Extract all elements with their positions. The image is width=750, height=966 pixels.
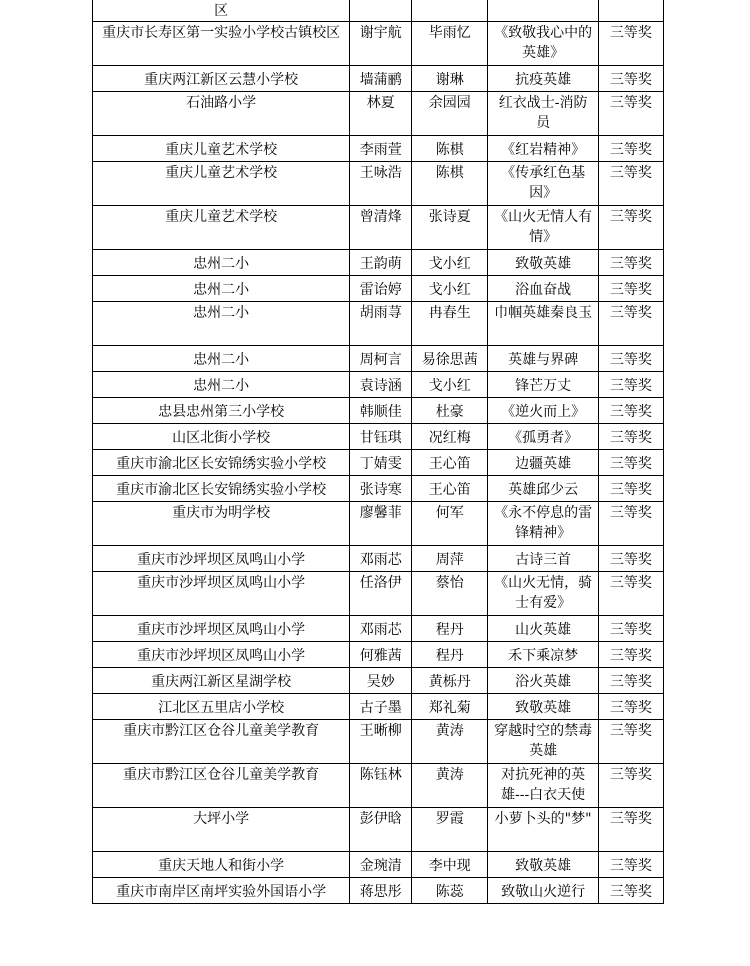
school-cell: 忠州二小 <box>93 372 350 398</box>
work-cell: 《红岩精神》 <box>488 136 598 162</box>
award-cell: 三等奖 <box>598 808 663 852</box>
school-cell: 重庆儿童艺术学校 <box>93 162 350 206</box>
student-cell: 张诗寒 <box>350 476 412 502</box>
student-cell: 邓雨芯 <box>350 616 412 642</box>
teacher-cell <box>412 0 488 22</box>
table-row <box>93 66 664 92</box>
student-cell: 王韵萌 <box>350 250 412 276</box>
work-cell: 对抗死神的英雄---白衣天使 <box>488 764 598 808</box>
award-cell: 三等奖 <box>598 546 663 572</box>
award-cell: 三等奖 <box>598 276 663 302</box>
award-cell: 三等奖 <box>598 136 663 162</box>
work-cell: 《山火无情，骑士有爱》 <box>488 572 598 616</box>
student-cell: 金琬清 <box>350 852 412 878</box>
school-cell: 重庆两江新区星湖学校 <box>93 668 350 694</box>
teacher-cell: 余园园 <box>412 92 488 136</box>
student-cell: 谢宇航 <box>350 22 412 66</box>
award-cell: 三等奖 <box>598 302 663 346</box>
student-cell: 胡雨荨 <box>350 302 412 346</box>
awards-table-body <box>93 0 664 904</box>
table-row <box>93 878 664 904</box>
teacher-cell: 程丹 <box>412 642 488 668</box>
student-cell: 彭伊晗 <box>350 808 412 852</box>
award-cell: 三等奖 <box>598 162 663 206</box>
award-cell: 三等奖 <box>598 668 663 694</box>
school-cell: 重庆市渝北区长安锦绣实验小学校 <box>93 450 350 476</box>
school-cell: 山区北街小学校 <box>93 424 350 450</box>
table-row <box>93 642 664 668</box>
table-row <box>93 136 664 162</box>
table-row <box>93 616 664 642</box>
school-cell: 忠州二小 <box>93 250 350 276</box>
student-cell: 袁诗涵 <box>350 372 412 398</box>
award-cell: 三等奖 <box>598 66 663 92</box>
work-cell: 致敬山火逆行 <box>488 878 598 904</box>
teacher-cell: 黄涛 <box>412 720 488 764</box>
table-row <box>93 502 664 546</box>
work-cell: 抗疫英雄 <box>488 66 598 92</box>
teacher-cell: 杜豪 <box>412 398 488 424</box>
student-cell: 邓雨芯 <box>350 546 412 572</box>
work-cell: 《致敬我心中的英雄》 <box>488 22 598 66</box>
table-row <box>93 346 664 372</box>
table-row <box>93 546 664 572</box>
table-row <box>93 424 664 450</box>
table-row <box>93 720 664 764</box>
student-cell: 陈钰林 <box>350 764 412 808</box>
school-cell: 大坪小学 <box>93 808 350 852</box>
student-cell: 丁婧雯 <box>350 450 412 476</box>
school-cell: 忠县忠州第三小学校 <box>93 398 350 424</box>
work-cell: 红衣战士-消防员 <box>488 92 598 136</box>
school-cell: 区 <box>93 0 350 22</box>
teacher-cell: 陈蕊 <box>412 878 488 904</box>
work-cell: 巾帼英雄秦良玉 <box>488 302 598 346</box>
teacher-cell: 陈棋 <box>412 162 488 206</box>
award-cell: 三等奖 <box>598 572 663 616</box>
school-cell: 石油路小学 <box>93 92 350 136</box>
school-cell: 重庆市为明学校 <box>93 502 350 546</box>
teacher-cell: 戈小红 <box>412 276 488 302</box>
work-cell: 英雄邱少云 <box>488 476 598 502</box>
work-cell: 《山火无情人有情》 <box>488 206 598 250</box>
work-cell: 浴火英雄 <box>488 668 598 694</box>
table-row <box>93 92 664 136</box>
school-cell: 重庆市黔江区仓谷儿童美学教育 <box>93 764 350 808</box>
award-cell: 三等奖 <box>598 878 663 904</box>
teacher-cell: 易徐思茜 <box>412 346 488 372</box>
teacher-cell: 蔡怡 <box>412 572 488 616</box>
school-cell: 忠州二小 <box>93 302 350 346</box>
teacher-cell: 罗霞 <box>412 808 488 852</box>
work-cell: 《永不停息的雷锋精神》 <box>488 502 598 546</box>
award-cell: 三等奖 <box>598 22 663 66</box>
student-cell: 林夏 <box>350 92 412 136</box>
awards-table-container <box>92 0 664 904</box>
award-cell <box>598 0 663 22</box>
work-cell: 边疆英雄 <box>488 450 598 476</box>
teacher-cell: 况红梅 <box>412 424 488 450</box>
award-cell: 三等奖 <box>598 616 663 642</box>
school-cell: 江北区五里店小学校 <box>93 694 350 720</box>
school-cell: 忠州二小 <box>93 276 350 302</box>
student-cell: 任洛伊 <box>350 572 412 616</box>
awards-table <box>92 0 664 904</box>
school-cell: 重庆市沙坪坝区凤鸣山小学 <box>93 546 350 572</box>
school-cell: 重庆市沙坪坝区凤鸣山小学 <box>93 572 350 616</box>
work-cell: 锋芒万丈 <box>488 372 598 398</box>
teacher-cell: 郑礼菊 <box>412 694 488 720</box>
award-cell: 三等奖 <box>598 206 663 250</box>
award-cell: 三等奖 <box>598 476 663 502</box>
teacher-cell: 何军 <box>412 502 488 546</box>
table-row <box>93 276 664 302</box>
award-cell: 三等奖 <box>598 642 663 668</box>
teacher-cell: 戈小红 <box>412 250 488 276</box>
work-cell: 古诗三首 <box>488 546 598 572</box>
award-cell: 三等奖 <box>598 424 663 450</box>
award-cell: 三等奖 <box>598 92 663 136</box>
teacher-cell: 周萍 <box>412 546 488 572</box>
teacher-cell: 黄栎丹 <box>412 668 488 694</box>
award-cell: 三等奖 <box>598 502 663 546</box>
teacher-cell: 陈棋 <box>412 136 488 162</box>
table-row <box>93 302 664 346</box>
table-row <box>93 764 664 808</box>
teacher-cell: 毕雨忆 <box>412 22 488 66</box>
school-cell: 重庆市南岸区南坪实验外国语小学 <box>93 878 350 904</box>
table-row <box>93 572 664 616</box>
school-cell: 重庆市黔江区仓谷儿童美学教育 <box>93 720 350 764</box>
teacher-cell: 张诗夏 <box>412 206 488 250</box>
table-row <box>93 398 664 424</box>
award-cell: 三等奖 <box>598 450 663 476</box>
table-row <box>93 372 664 398</box>
table-row <box>93 808 664 852</box>
teacher-cell: 王心笛 <box>412 476 488 502</box>
school-cell: 重庆儿童艺术学校 <box>93 206 350 250</box>
school-cell: 重庆两江新区云慧小学校 <box>93 66 350 92</box>
student-cell: 王咏浩 <box>350 162 412 206</box>
work-cell: 《孤勇者》 <box>488 424 598 450</box>
teacher-cell: 戈小红 <box>412 372 488 398</box>
award-cell: 三等奖 <box>598 250 663 276</box>
work-cell: 《逆火而上》 <box>488 398 598 424</box>
work-cell: 英雄与界碑 <box>488 346 598 372</box>
work-cell <box>488 0 598 22</box>
award-cell: 三等奖 <box>598 764 663 808</box>
school-cell: 重庆市长寿区第一实验小学校古镇校区 <box>93 22 350 66</box>
work-cell: 山火英雄 <box>488 616 598 642</box>
table-row <box>93 476 664 502</box>
table-row <box>93 22 664 66</box>
table-row <box>93 450 664 476</box>
student-cell: 古子墨 <box>350 694 412 720</box>
school-cell: 重庆市渝北区长安锦绣实验小学校 <box>93 476 350 502</box>
work-cell: 小萝卜头的"梦" <box>488 808 598 852</box>
award-cell: 三等奖 <box>598 398 663 424</box>
work-cell: 致敬英雄 <box>488 694 598 720</box>
table-row <box>93 206 664 250</box>
award-cell: 三等奖 <box>598 346 663 372</box>
work-cell: 穿越时空的禁毒英雄 <box>488 720 598 764</box>
table-row <box>93 668 664 694</box>
table-row <box>93 852 664 878</box>
teacher-cell: 谢琳 <box>412 66 488 92</box>
work-cell: 禾下乘凉梦 <box>488 642 598 668</box>
student-cell: 墙蒲鹂 <box>350 66 412 92</box>
student-cell: 周柯言 <box>350 346 412 372</box>
table-row <box>93 0 664 22</box>
work-cell: 《传承红色基因》 <box>488 162 598 206</box>
student-cell: 甘钰琪 <box>350 424 412 450</box>
student-cell: 廖馨菲 <box>350 502 412 546</box>
student-cell: 吴妙 <box>350 668 412 694</box>
school-cell: 忠州二小 <box>93 346 350 372</box>
table-row <box>93 250 664 276</box>
student-cell: 王晰柳 <box>350 720 412 764</box>
teacher-cell: 程丹 <box>412 616 488 642</box>
work-cell: 致敬英雄 <box>488 852 598 878</box>
award-cell: 三等奖 <box>598 852 663 878</box>
student-cell: 李雨萱 <box>350 136 412 162</box>
work-cell: 致敬英雄 <box>488 250 598 276</box>
teacher-cell: 李中现 <box>412 852 488 878</box>
award-cell: 三等奖 <box>598 372 663 398</box>
teacher-cell: 黄涛 <box>412 764 488 808</box>
student-cell: 雷诒婷 <box>350 276 412 302</box>
school-cell: 重庆天地人和街小学 <box>93 852 350 878</box>
teacher-cell: 冉春生 <box>412 302 488 346</box>
student-cell <box>350 0 412 22</box>
award-cell: 三等奖 <box>598 720 663 764</box>
school-cell: 重庆市沙坪坝区凤鸣山小学 <box>93 616 350 642</box>
table-row <box>93 162 664 206</box>
work-cell: 浴血奋战 <box>488 276 598 302</box>
student-cell: 韩顺佳 <box>350 398 412 424</box>
school-cell: 重庆市沙坪坝区凤鸣山小学 <box>93 642 350 668</box>
student-cell: 何雅茜 <box>350 642 412 668</box>
student-cell: 蒋思彤 <box>350 878 412 904</box>
teacher-cell: 王心笛 <box>412 450 488 476</box>
table-row <box>93 694 664 720</box>
student-cell: 曾清烽 <box>350 206 412 250</box>
award-cell: 三等奖 <box>598 694 663 720</box>
school-cell: 重庆儿童艺术学校 <box>93 136 350 162</box>
